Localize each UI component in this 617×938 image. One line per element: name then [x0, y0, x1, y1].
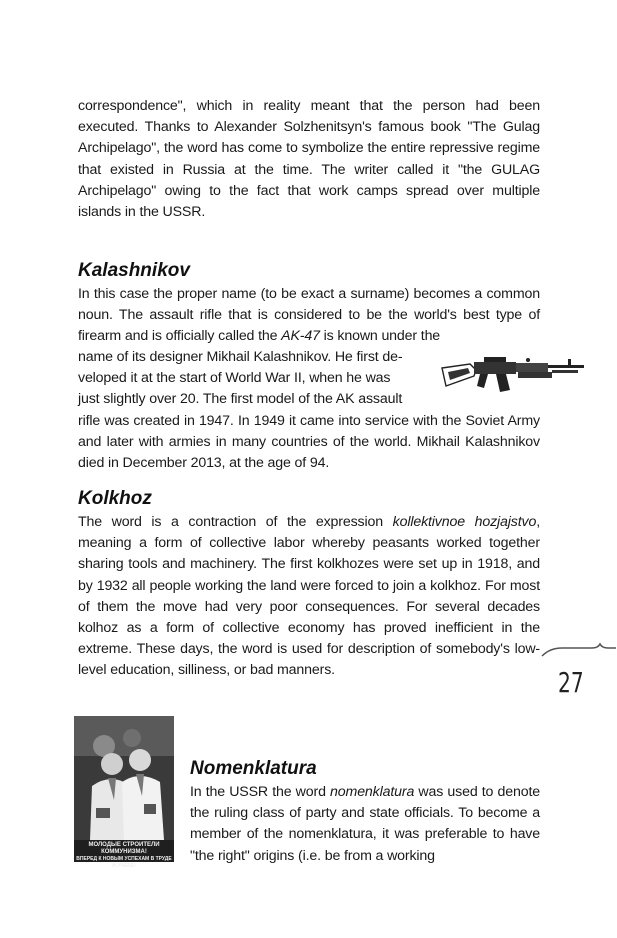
nomenklatura-text-1: In the USSR the word [190, 784, 326, 800]
kalashnikov-paragraph-bottom: rifle was created in 1947. In 1949 it came into service with the Soviet Army and later with armies in many countries of the world. Mikhail Kalashnikov died in December 2013, at the age of 94. [78, 413, 540, 472]
intro-paragraph: correspondence", which in reality meant that the person had been executed. Thanks to Alexander Solzhenitsyn's famous book "The Gulag Archipelago", the word has come to symbolize the entire repressive regime that existed in Russia at the time. The writer called it "the GULAG Archipelago" owing to the fact that work camps spread over multiple islands in the USSR. [78, 98, 540, 221]
kalashnikov-paragraph-top [78, 284, 540, 348]
kalashnikov-line-6: just slightly over 20. The first model of the AK assault [78, 391, 403, 408]
kalashnikov-text-1: In this case the proper name (to be exact a surname) becomes a common noun. The assault rifle that is considered to be the world's best type of firearm and is officially called the [78, 286, 540, 345]
poster-caption-line-2: ВПЕРЕД К НОВЫМ УСПЕХАМ В ТРУДЕ И УЧЕБЕ! [76, 856, 172, 869]
page-number: 27 [558, 666, 584, 699]
poster-caption-line-1: МОЛОДЫЕ СТРОИТЕЛИ КОММУНИЗМА! [88, 842, 160, 855]
nomenklatura-paragraph [190, 782, 540, 867]
nomenklatura-text-2: was used to denote the ruling class of party and state officials. To become a member of the nomenklatura, it was preferable to have "the right" origins (i.e. be from a working [190, 784, 540, 864]
kalashnikov-wrap-lines [78, 347, 440, 411]
nomenklatura-term: nomenklatura [330, 784, 415, 800]
poster-illustration [74, 716, 174, 862]
kolkhoz-text-2: , meaning a form of collective labor whereby peasants worked together sharing tools and machinery. The first kolkhozes were set up in 1918, and by 1932 all people working the land were forced to join a kolkhoz. For most of them the move had very poor consequences. For several decades kolhoz as a form of collective economy has proved inefficient in the extreme. These days, the word is used for description of somebody's low-level education, silliness, or bad manners. [78, 514, 540, 679]
kalashnikov-text-2: is known under the [323, 328, 441, 345]
kolkhoz-term: kollektivnoe hozjajstvo [392, 514, 537, 530]
heading-nomenklatura: Nomenklatura [190, 758, 317, 779]
heading-kalashnikov: Kalashnikov [78, 260, 190, 281]
page-number-bracket [540, 642, 617, 662]
soviet-poster-image [74, 716, 174, 869]
kalashnikov-line-5: veloped it at the start of World War II, when he was [78, 370, 391, 387]
assault-rifle-illustration [440, 346, 590, 402]
kalashnikov-term: AK-47 [281, 328, 320, 345]
kolkhoz-text-1: The word is a contraction of the expression [78, 514, 383, 530]
kalashnikov-line-4: name of its designer Mikhail Kalashnikov. He first de- [78, 349, 403, 365]
poster-caption [76, 842, 172, 870]
kolkhoz-paragraph [78, 512, 540, 682]
heading-kolkhoz: Kolkhoz [78, 488, 152, 509]
